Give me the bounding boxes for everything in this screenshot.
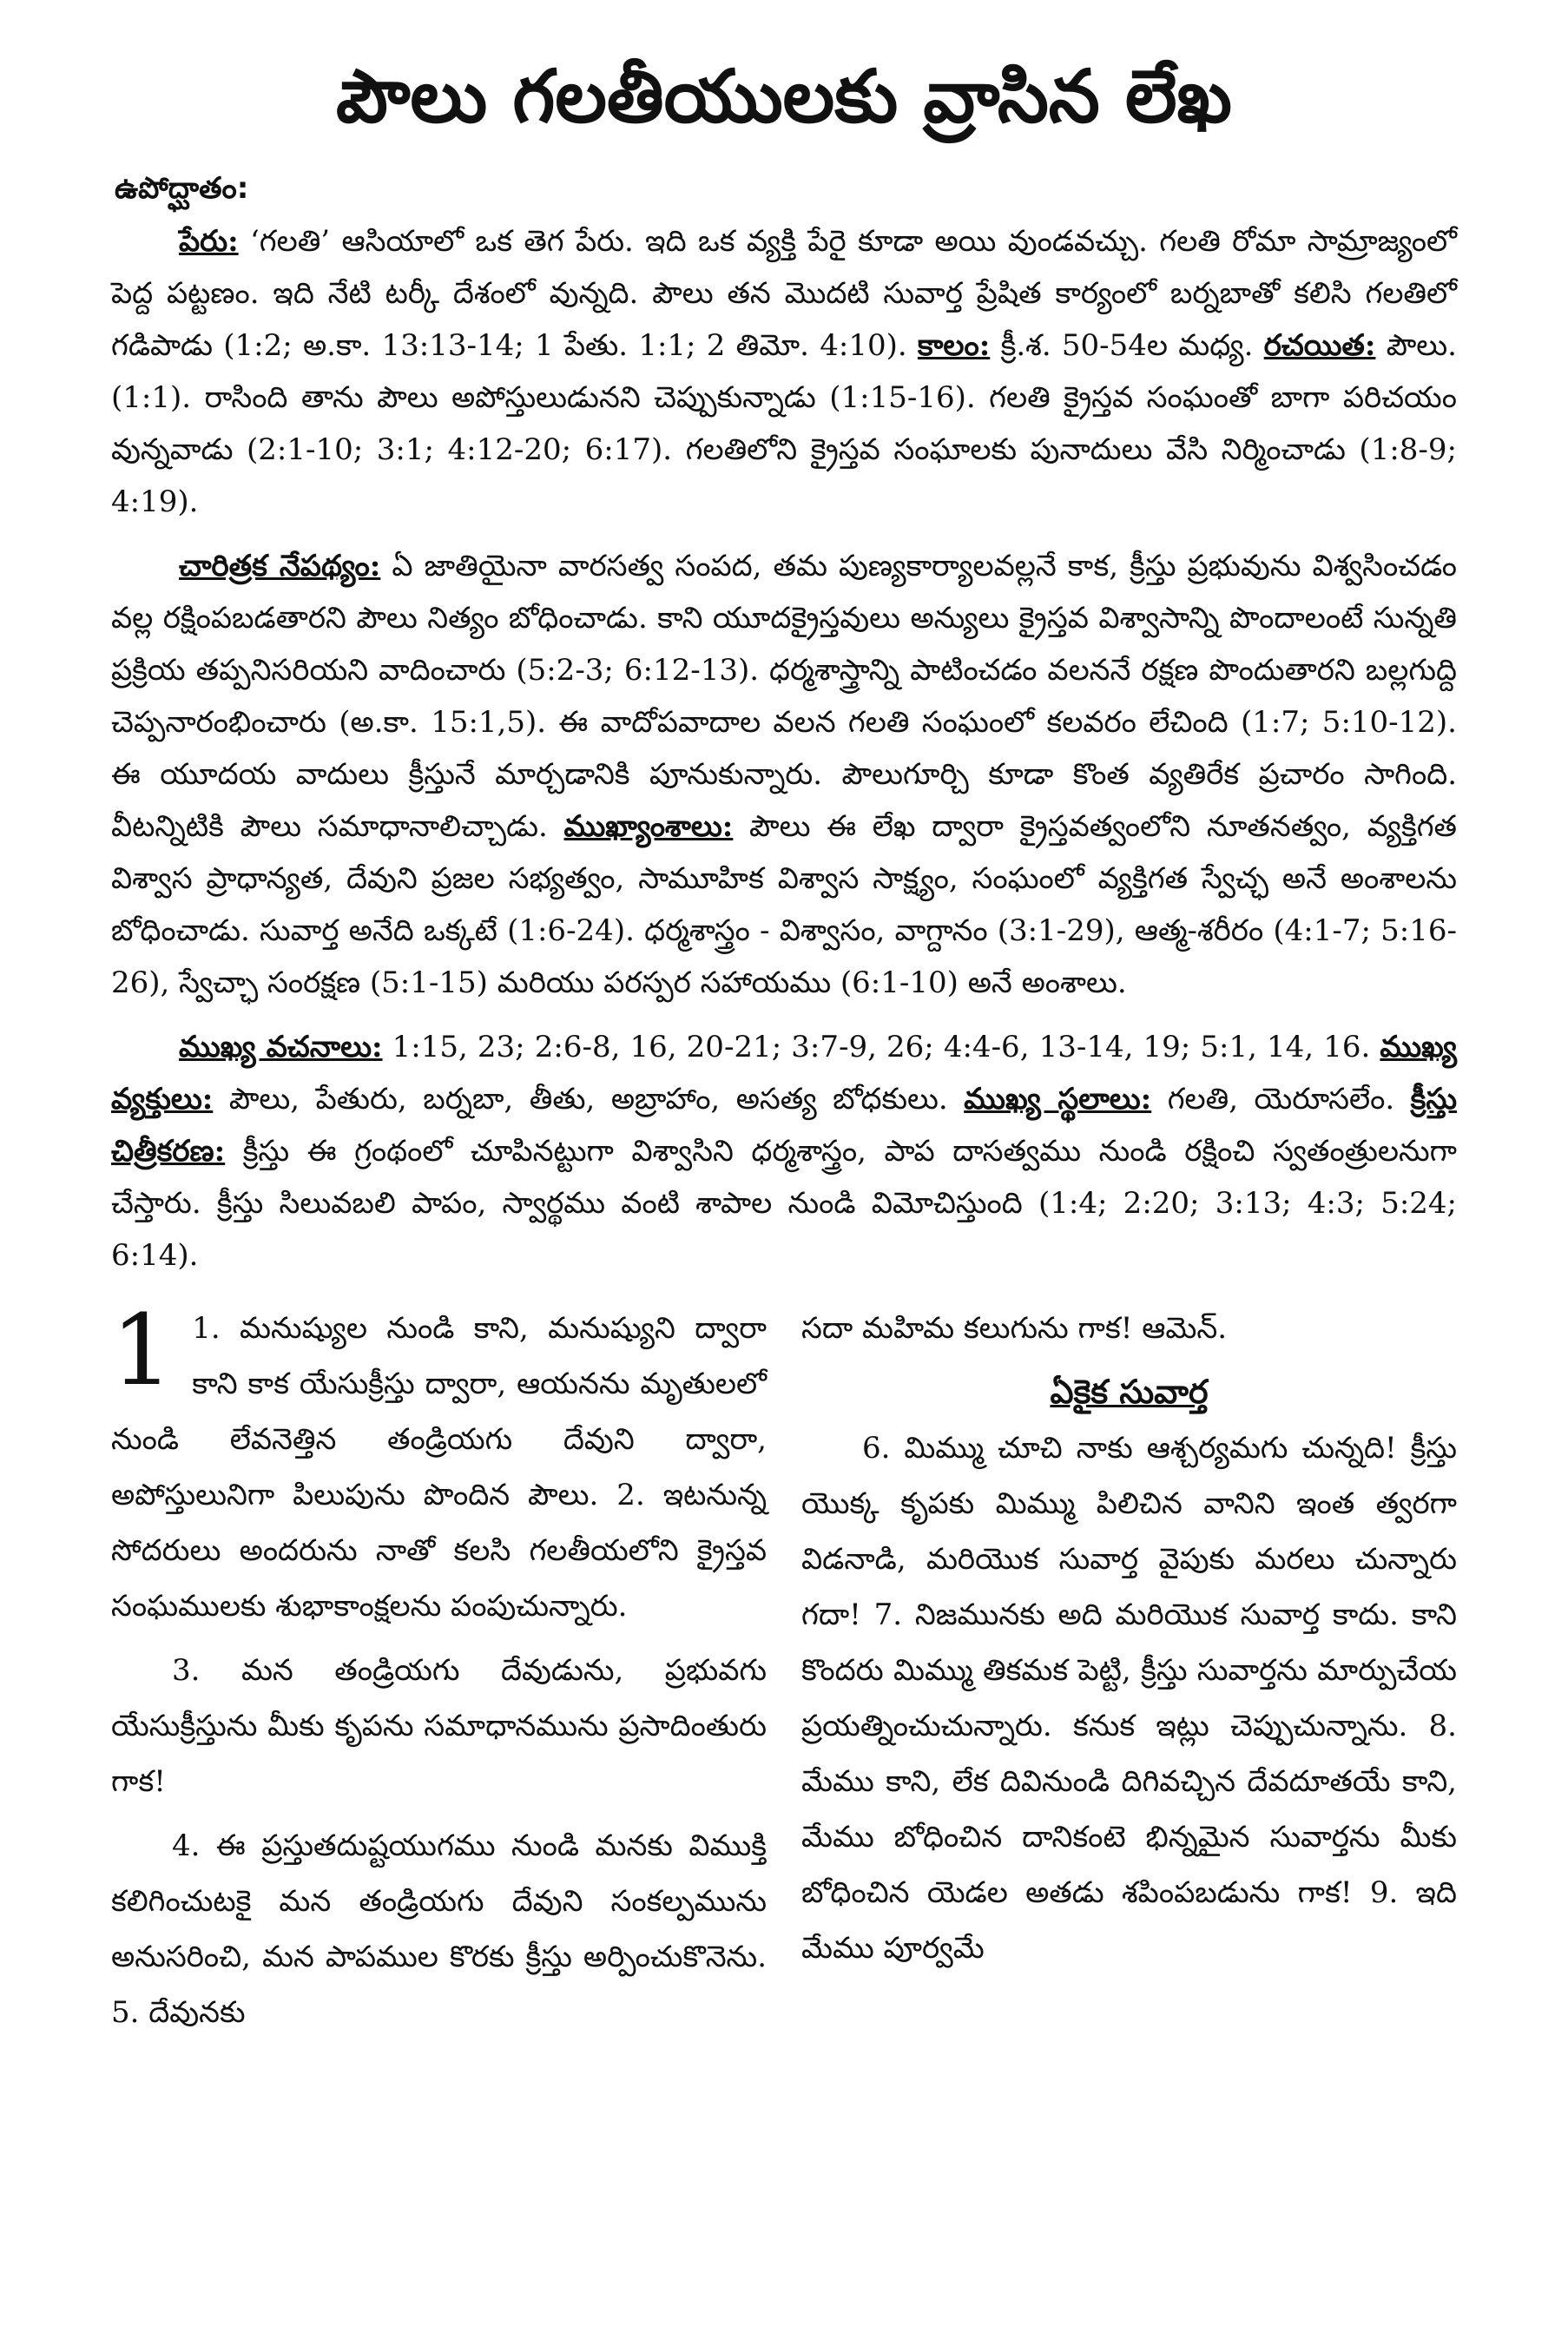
- label-key-verses: ముఖ్య వచనాలు:: [179, 1030, 383, 1064]
- chapter-number: 1: [111, 1295, 174, 1407]
- label-time: కాలం:: [917, 328, 991, 363]
- label-themes: ముఖ్యాంశాలు:: [563, 809, 734, 844]
- label-author: రచయిత:: [1263, 328, 1376, 363]
- text-name: ‘గలతి’ ఆసియాలో ఒక తెగ పేరు. ఇది ఒక వ్యక్తి పేరై కూడా అయి వుండవచ్చు. గలతి రోమా సామ్రాజ్యంలో పెద్ద పట్టణం. ఇది నేటి టర్కీ దేశంలో వున్నది. పౌలు తన మొదటి సువార్త ప్రేషిత కార్యంలో బర్నబాతో కలిసి గలతిలో గడిపాడు (1:2; అ.కా. 13:13-14; 1 పేతు. 1:1; 2 తిమో. 4:10).: [111, 224, 1457, 363]
- label-background: చారిత్రక నేపథ్యం:: [179, 549, 381, 583]
- verses-6-9: 6. మిమ్ము చూచి నాకు ఆశ్చర్యమగు చున్నది! క్రీస్తు యొక్క కృపకు మిమ్ము పిలిచిన వానిని ఇంత త్వరగా విడనాడి, మరియొక సువార్త వైపుకు మరలు చున్నారు గదా! 7. నిజమునకు అది మరియొక సువార్త కాదు. కాని కొందరు మిమ్ము తికమక పెట్టి, క్రీస్తు సువార్తను మార్పుచేయ ప్రయత్నించుచున్నారు. కనుక ఇట్లు చెప్పుచున్నాను. 8. మేము కాని, లేక దివినుండి దిగివచ్చిన దేవదూతయే కాని, మేము బోధించిన దానికంటె భిన్నమైన సువార్తను మీకు బోధించిన యెడల అతడు శపింపబడును గాక! 9. ఇది మేము పూర్వమే: [801, 1431, 1457, 1966]
- text-time: క్రీ.శ. 50-54ల మధ్య.: [990, 328, 1264, 363]
- label-christ-portrayal: క్రీస్తు చిత్రీకరణ:: [111, 1082, 1458, 1169]
- verses-4-5: 4. ఈ ప్రస్తుతదుష్టయుగము నుండి మనకు విముక్తి కలిగించుటకై మన తండ్రియగు దేవుని సంకల్పమును అనుసరించి, మన పాపముల కొరకు క్రీస్తు అర్పించుకొనెను. 5. దేవునకు: [111, 1828, 767, 2030]
- intro-paragraph-background: [111, 540, 1457, 1009]
- verse-3: 3. మన తండ్రియగు దేవుడును, ప్రభువగు యేసుక్రీస్తును మీకు కృపను సమాధానమును ప్రసాదింతురు గాక!: [111, 1653, 767, 1799]
- text-key-verses: 1:15, 23; 2:6-8, 16, 20-21; 3:7-9, 26; 4:4-6, 13-14, 19; 5:1, 14, 16.: [382, 1030, 1380, 1064]
- intro-paragraph-overview: [111, 215, 1457, 528]
- scripture-columns: [111, 1295, 1457, 2049]
- scripture-left-column: [111, 1295, 767, 2049]
- text-key-persons: పౌలు, పేతురు, బర్నబా, తీతు, అబ్రాహాం, అసత్య బోధకులు.: [213, 1082, 965, 1117]
- label-key-persons: ముఖ్య వ్యక్తులు:: [111, 1030, 1457, 1117]
- introduction-heading: ఉపోద్ఘాతం:: [115, 171, 249, 206]
- text-author: పౌలు. (1:1). రాసింది తాను పౌలు అపోస్తులుడునని చెప్పుకున్నాడు (1:15-16). గలతి క్రైస్తవ సంఘంతో బాగా పరిచయం వున్నవాడు (2:1-10; 3:1; 4:12-20; 6:17). గలతిలోని క్రైస్తవ సంఘాలకు పునాదులు వేసి నిర్మించాడు (1:8-9; 4:19).: [111, 328, 1457, 519]
- verses-1-2-text: 1. మనుష్యుల నుండి కాని, మనుష్యుని ద్వారా కాని కాక యేసుక్రీస్తు ద్వారా, ఆయనను మృతులలో నుండి లేవనెత్తిన తండ్రియగు దేవుని ద్వారా, అపోస్తులునిగా పిలుపును పొందిన పౌలు. 2. ఇటనున్న సోదరులు అందరును నాతో కలసి గలతీయలోని క్రైస్తవ సంఘములకు శుభాకాంక్షలను పంపుచున్నారు.: [111, 1311, 767, 1624]
- text-background: ఏ జాతియైనా వారసత్వ సంపద, తమ పుణ్యకార్యాలవల్లనే కాక, క్రీస్తు ప్రభువును విశ్వసించడం వల్ల రక్షింపబడతారని పౌలు నిత్యం బోధించాడు. కాని యూదక్రైస్తవులు అన్యులు క్రైస్తవ విశ్వాసాన్ని పొందాలంటే సున్నతి ప్రక్రియ తప్పనిసరియని వాదించారు (5:2-3; 6:12-13). ధర్మశాస్త్రాన్ని పాటించడం వలననే రక్షణ పొందుతారని బల్లగుద్ది చెప్పనారంభించారు (అ.కా. 15:1,5). ఈ వాదోపవాదాల వలన గలతి సంఘంలో కలవరం లేచింది (1:7; 5:10-12). ఈ యూదయ వాదులు క్రీస్తునే మార్చడానికి పూనుకున్నారు. పౌలుగూర్చి కూడా కొంత వ్యతిరేక ప్రచారం సాగింది. వీటన్నిటికి పౌలు సమాధానాలిచ్చాడు.: [111, 549, 1457, 844]
- section-heading: ఏకైక సువార్త: [1050, 1373, 1209, 1411]
- verses-1-2: [111, 1295, 767, 1634]
- verse-5-continued: సదా మహిమ కలుగును గాక! ఆమెన్.: [801, 1311, 1228, 1346]
- page-title: పౌలు గలతీయులకు వ్రాసిన లేఖ: [336, 54, 1232, 139]
- scripture-right-column: [801, 1301, 1457, 2049]
- text-christ-portrayal: క్రీస్తు ఈ గ్రంథంలో చూపినట్టుగా విశ్వాసిని ధర్మశాస్త్రం, పాప దాసత్వము నుండి రక్షించి స్వతంత్రులనుగా చేస్తారు. క్రీస్తు సిలువబలి పాపం, స్వార్థము వంటి శాపాల నుండి విమోచిస్తుంది (1:4; 2:20; 3:13; 4:3; 5:24; 6:14).: [111, 1134, 1457, 1273]
- intro-paragraph-key-facts: [111, 1021, 1457, 1281]
- text-themes: పౌలు ఈ లేఖ ద్వారా క్రైస్తవత్వంలోని నూతనత్వం, వ్యక్తిగత విశ్వాస ప్రాధాన్యత, దేవుని ప్రజల సభ్యత్వం, సామూహిక విశ్వాస సాక్ష్యం, సంఘంలో వ్యక్తిగత స్వేచ్ఛ అనే అంశాలను బోధించాడు. సువార్త అనేది ఒక్కటే (1:6-24). ధర్మశాస్త్రం - విశ్వాసం, వాగ్దానం (3:1-29), ఆత్మ-శరీరం (4:1-7; 5:16-26), స్వేచ్ఛా సంరక్షణ (5:1-15) మరియు పరస్పర సహాయము (6:1-10) అనే అంశాలు.: [111, 809, 1458, 1000]
- label-name: పేరు:: [179, 224, 239, 259]
- label-key-places: ముఖ్య స్థలాలు:: [964, 1082, 1152, 1117]
- text-key-places: గలతి, యెరూసలేం.: [1151, 1082, 1411, 1117]
